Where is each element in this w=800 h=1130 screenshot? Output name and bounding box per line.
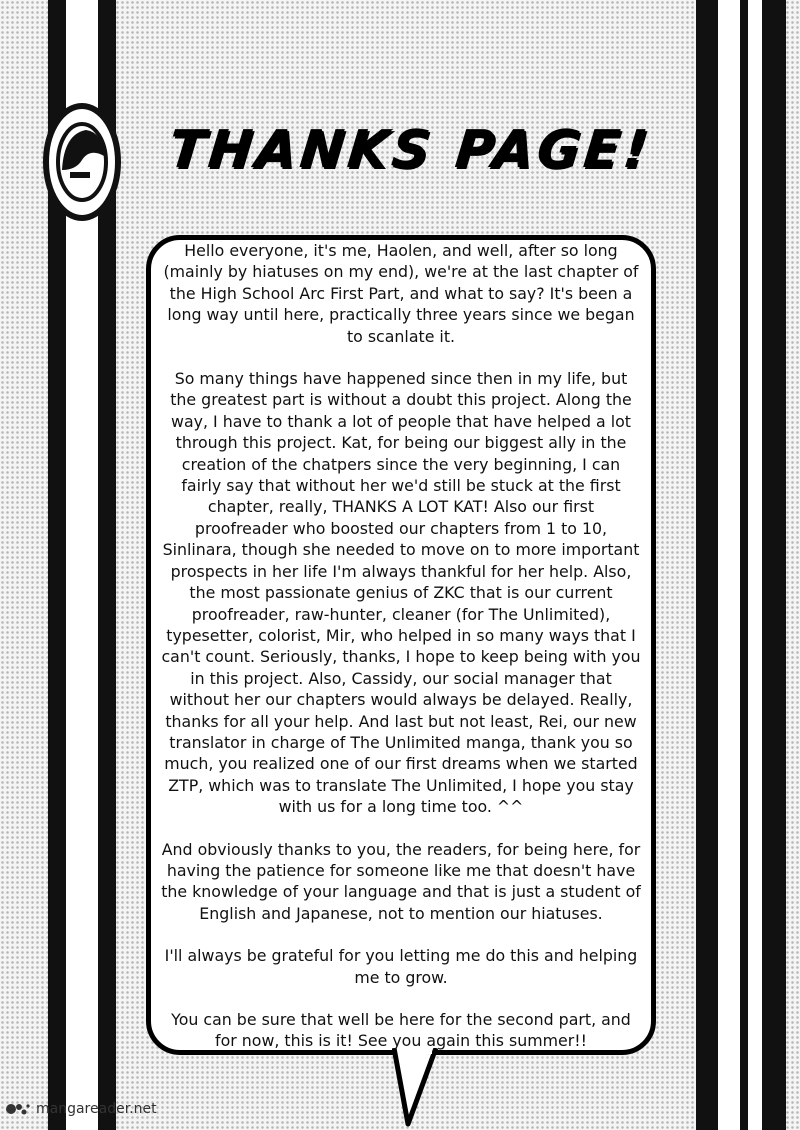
thanks-message: [160, 240, 642, 1073]
message-paragraph: Hello everyone, it's me, Haolen, and well, after so long (mainly by hiatuses on my end), we're at the last chapter of the High School Arc First Part, and what to say? It's been a long way until here, practically three years since we began to scanlate it.: [163, 241, 639, 346]
emblem-icon: [40, 100, 124, 225]
message-paragraph: I'll always be grateful for you letting me do this and helping me to grow.: [164, 946, 638, 987]
watermark[interactable]: [4, 1098, 157, 1120]
right-stripe-inner: [718, 0, 740, 1130]
page-title: THANKS PAGE!: [165, 120, 655, 180]
splash-logo-icon: [4, 1101, 32, 1117]
watermark-text: mangareader.net: [36, 1101, 157, 1117]
right-stripe: [696, 0, 786, 1130]
right-stripe-inner-2: [748, 0, 762, 1130]
message-paragraph: So many things have happened since then in my life, but the greatest part is without a doubt this project. Along the way, I have to thank a lot of people that have helped a lot through this project. Kat, for being our biggest ally in the creation of the chatpers since the very beginning, I can fairly say that without her we'd still be stuck at the first chapter, really, THANKS A LOT KAT! Also our first proofreader who boosted our chapters from 1 to 10, Sinlinara, though she needed to move on to more important prospects in her life I'm always thankful for her help. Also, the most passionate genius of ZKC that is our current proofreader, raw-hunter, cleaner (for The Unlimited), typesetter, colorist, Mir, who helped in so many ways that I can't count. Seriously, thanks, I hope to keep being with you in this project. Also, Cassidy, our social manager that without her our chapters would always be delayed. Really, thanks for all your help. And last but not least, Rei, our new translator in charge of The Unlimited manga, thank you so much, you realized one of our first dreams when we started ZTP, which was to translate The Unlimited, I hope you stay with us for a long time too. ^^: [161, 369, 641, 817]
message-paragraph: And obviously thanks to you, the readers, for being here, for having the patience for someone like me that doesn't have the knowledge of your language and that is just a student of English and Japanese, not to mention our hiatuses.: [161, 839, 641, 923]
message-paragraph: You can be sure that well be here for the second part, and for now, this is it! See you again this summer!!: [171, 1010, 631, 1051]
